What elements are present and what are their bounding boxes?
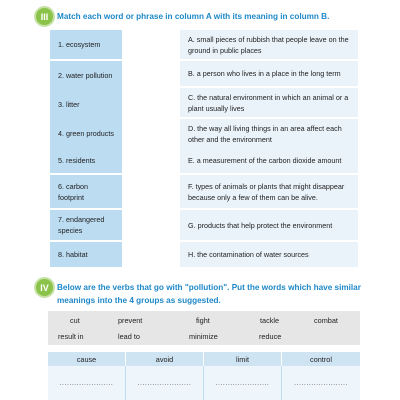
column-b-item: F. types of animals or plants that might disappear because only a few of them can be alive. — [180, 175, 358, 208]
answer-blank: ...................... — [294, 379, 348, 387]
verb-word: reduce — [259, 332, 282, 341]
column-b-item: H. the contamination of water sources — [180, 242, 358, 267]
verb-word: combat — [314, 316, 338, 325]
column-a-item: 1. ecosystem — [50, 30, 122, 59]
verb-box — [48, 311, 360, 345]
table-header-cause: cause — [48, 352, 126, 366]
column-a-item: 5. residents — [50, 148, 122, 173]
section-3-instruction: Match each word or phrase in column A with its meaning in column B. — [57, 12, 330, 21]
column-a-item: 7. endangered species — [50, 210, 122, 240]
answer-blank: ...................... — [137, 379, 192, 387]
table-header-avoid: avoid — [126, 352, 204, 366]
column-b-item: C. the natural environment in which an animal or a plant usually lives — [180, 88, 358, 117]
verb-word: tackle — [260, 316, 280, 325]
answer-cell-avoid[interactable] — [126, 366, 204, 400]
verb-word: result in — [58, 332, 84, 341]
verb-word: fight — [196, 316, 210, 325]
table-header-control: control — [282, 352, 360, 366]
answer-cell-limit[interactable] — [204, 366, 282, 400]
groups-table — [48, 352, 360, 400]
column-a-item: 3. litter — [50, 90, 122, 119]
answer-cell-cause[interactable] — [48, 366, 126, 400]
verb-word: prevent — [118, 316, 143, 325]
table-header-limit: limit — [204, 352, 282, 366]
section-4-header — [34, 277, 382, 307]
answer-blank: ...................... — [59, 379, 114, 387]
section-3-badge: III — [34, 6, 55, 27]
column-b-item: B. a person who lives in a place in the long term — [180, 61, 358, 86]
answer-cell-control[interactable] — [282, 366, 360, 400]
column-a-item: 6. carbon footprint — [50, 175, 122, 208]
column-b-item: A. small pieces of rubbish that people leave on the ground in public places — [180, 30, 358, 59]
verb-word: lead to — [118, 332, 140, 341]
verb-word: minimize — [189, 332, 218, 341]
column-a-item: 8. habitat — [50, 242, 122, 267]
column-a-item: 4. green products — [50, 119, 122, 148]
section-4-instruction: Below are the verbs that go with "pollution". Put the words which have similar meanings into the 4 groups as suggested. — [57, 283, 361, 305]
column-b-item: D. the way all living things in an area affect each other and the environment — [180, 119, 358, 148]
column-b-item: E. a measurement of the carbon dioxide amount — [180, 148, 358, 173]
answer-blank: ...................... — [215, 379, 270, 387]
section-3-header — [34, 6, 377, 27]
section-4-badge: IV — [34, 277, 55, 298]
verb-word: cut — [70, 316, 80, 325]
column-a-item: 2. water pollution — [50, 61, 122, 90]
column-b-item: G. products that help protect the environment — [180, 210, 358, 240]
